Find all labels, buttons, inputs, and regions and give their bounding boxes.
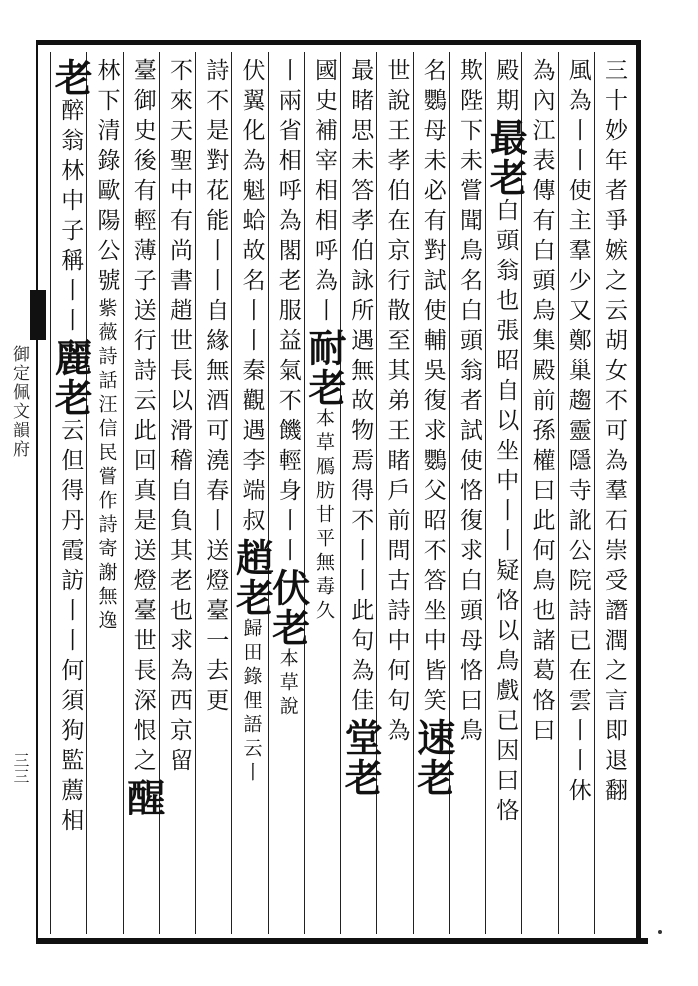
column-rule (376, 52, 377, 934)
text-column (524, 58, 556, 930)
column-rule (86, 52, 87, 934)
text-column (338, 58, 384, 930)
column-text: 歸田錄俚語云丨 (240, 618, 263, 786)
headword: 趙老 (229, 538, 275, 618)
column-text: 為內 (528, 58, 555, 118)
text-column (302, 58, 347, 930)
right-border (636, 40, 641, 944)
column-text: 服益氣不饑輕身丨丨 (274, 298, 301, 568)
column-rule (340, 52, 341, 934)
text-column (229, 58, 275, 930)
column-text: 丨兩省相呼為閣老 (274, 58, 301, 298)
text-column (48, 58, 94, 930)
text-column (198, 58, 230, 930)
page-number: 三三 (11, 752, 30, 784)
headword: 耐老 (302, 328, 347, 408)
column-rule (50, 52, 51, 934)
column-text: 名鸚母未必有對試使輔吳復求鸚父昭不答坐中皆笑 (419, 58, 446, 718)
column-text: 本草鴈肪甘平無毒久 (313, 408, 335, 624)
column-text: 醉翁林中子稱丨丨 (57, 98, 84, 338)
column-text: 云但得丹霞訪丨丨何須狗監薦相 (57, 418, 84, 838)
text-column (452, 58, 484, 930)
text-column (561, 58, 593, 930)
bottom-border (36, 938, 648, 944)
text-column (162, 58, 194, 930)
column-rule (558, 52, 559, 934)
column-text: 丨送燈臺一去更 (202, 508, 229, 718)
column-text: 風為丨丨使主羣少又鄭巢趨靈隱寺訛公院詩已在雲丨丨休 (564, 58, 591, 808)
column-text: 殿期 (492, 58, 519, 118)
text-column (483, 58, 529, 930)
column-text: 最睹思未答孝伯詠所遇無故物焉得不丨丨此句為佳 (347, 58, 374, 718)
headword: 堂老 (338, 718, 384, 798)
column-text: 不來天聖中有尚書趙世長以滑稽自負其老也求為西京留 (166, 58, 192, 778)
column-text: 江表傳有白頭烏集殿前孫權曰此何鳥也諸葛恪曰 (528, 118, 555, 748)
column-text: 欺陛下未嘗聞鳥名白頭翁者試使恪復求白頭母恪曰鳥 (456, 58, 482, 748)
column-text: 紫薇詩話汪信民嘗作詩寄謝無逸 (95, 298, 118, 634)
text-column (597, 58, 629, 930)
column-text: 本草說 (276, 648, 299, 720)
ink-speck (658, 930, 662, 934)
column-rule (304, 52, 305, 934)
top-border (36, 40, 636, 45)
headword: 醒 (120, 778, 166, 818)
column-rule (594, 52, 595, 934)
column-text: 白頭翁也張昭自以坐中丨丨疑恪以鳥戲已因曰恪 (492, 198, 519, 828)
text-column (89, 58, 121, 930)
column-rule (268, 52, 269, 934)
column-rule (231, 52, 232, 934)
column-rule (413, 52, 414, 934)
column-text: 詩不是對花能丨丨自緣無酒可澆春 (202, 58, 229, 508)
headword: 麗老 (48, 338, 94, 418)
headword: 速老 (410, 718, 456, 798)
column-text: 世說王孝伯在京行散至其弟王睹戶前問古詩中何句為 (383, 58, 410, 748)
text-column (410, 58, 456, 930)
headword: 最老 (483, 118, 529, 198)
text-column (379, 58, 411, 930)
headword: 老 (48, 58, 94, 98)
headword: 伏老 (265, 568, 311, 648)
column-text: 國史補宰相相呼為丨 (311, 58, 337, 328)
book-title: 御定佩文韻府 (9, 345, 29, 459)
left-border (36, 40, 38, 944)
fishtail-mark (30, 290, 46, 340)
column-text: 林下清錄歐陽公號 (93, 58, 120, 298)
column-text: 伏翼化為魁蛤故名丨丨秦觀遇李端叔 (238, 58, 265, 538)
column-rule (449, 52, 450, 934)
column-text: 臺御史後有輕薄子送行詩云此回真是送燈臺世長深恨之 (129, 58, 156, 778)
text-column (120, 58, 166, 930)
column-text: 三十妙年者爭嫉之云胡女不可為羣石崇受譖潤之言即退翻 (601, 58, 627, 808)
column-rule (195, 52, 196, 934)
text-column (265, 58, 311, 930)
